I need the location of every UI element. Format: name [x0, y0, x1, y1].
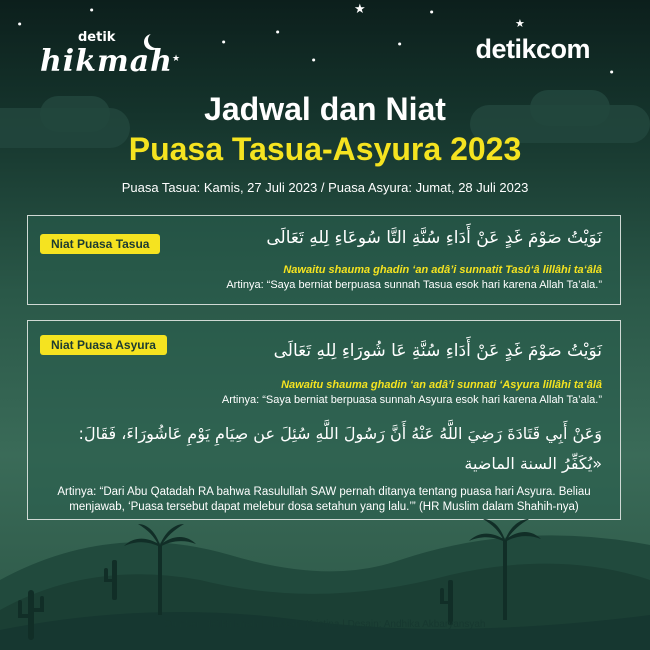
niat-tasua-arabic: نَوَيْتُ صَوْمَ غَدٍ عَنْ أَدَاءِ سُنَّةِ التَّا سُوعَاءِ لِلهِ تَعَالَى	[266, 228, 602, 248]
niat-asyura-card	[27, 320, 621, 520]
niat-tasua-translation: Artinya: “Saya berniat berpuasa sunnah Tasua esok hari karena Allah Ta’ala.”	[226, 279, 602, 291]
star-icon: ★	[515, 17, 525, 30]
star-icon: ★	[354, 2, 366, 17]
star-icon: ★	[172, 54, 181, 64]
page-title-line1: Jadwal dan Niat	[204, 91, 446, 127]
schedule-dates: Puasa Tasua: Kamis, 27 Juli 2023 / Puasa Asyura: Jumat, 28 Juli 2023	[121, 180, 529, 195]
star-icon: ●	[398, 41, 402, 46]
niat-asyura-latin: Nawaitu shauma ghadin ‘an adâ’i sunnati ‘Asyura lillâhi ta‘âlâ	[281, 379, 602, 391]
star-icon: ●	[90, 7, 94, 12]
star-icon: ●	[18, 21, 22, 26]
source-credit: Sumber: detikhikmah | Naskah: Kristina | Desain: Andhika Akbaryansyah	[164, 619, 486, 630]
niat-asyura-badge: Niat Puasa Asyura	[40, 335, 167, 355]
star-icon: ●	[276, 29, 280, 34]
star-icon: ●	[312, 57, 316, 62]
star-icon: ●	[222, 39, 226, 44]
hadith-arabic: وَعَنْ أَبِي قَتَادَةَ رَضِيَ اللَّهُ عَنْهُ أَنَّ رَسُولَ اللَّهِ سُئِلَ عن صِيَامِ يَوْمِ عَاشُورَاءَ، فَقَالَ: «يُكَفِّرُ السنة الماضية	[78, 424, 602, 473]
niat-asyura-translation: Artinya: “Saya berniat berpuasa sunnah Asyura esok hari karena Allah Ta’ala.”	[221, 394, 602, 406]
logo-big-text: hikmah	[40, 44, 173, 79]
logo-small-text: detik	[78, 30, 116, 45]
niat-asyura-arabic: نَوَيْتُ صَوْمَ غَدٍ عَنْ أَدَاءِ سُنَّةِ عَا شُورَاءِ لِلهِ تَعَالَى	[273, 341, 602, 361]
niat-tasua-latin: Nawaitu shauma ghadin ‘an adâ’i sunnatit Tasû‘â lillâhi ta‘âlâ	[283, 264, 602, 276]
detikhikmah-logo	[40, 30, 173, 85]
page-title-line2: Puasa Tasua-Asyura 2023	[128, 131, 522, 167]
detikcom-logo: detikcom	[475, 34, 590, 64]
star-icon: ●	[610, 69, 614, 74]
hadith-translation: Artinya: “Dari Abu Qatadah RA bahwa Rasulullah SAW pernah ditanya tentang puasa hari Asyura. Beliau menjawab, ‘Puasa tersebut dapat melebur dosa setahun yang lalu.’” (HR Muslim dalam Shahih-nya)	[57, 486, 591, 513]
niat-tasua-card	[27, 215, 621, 305]
niat-tasua-badge: Niat Puasa Tasua	[40, 234, 160, 254]
star-icon: ●	[430, 9, 434, 14]
